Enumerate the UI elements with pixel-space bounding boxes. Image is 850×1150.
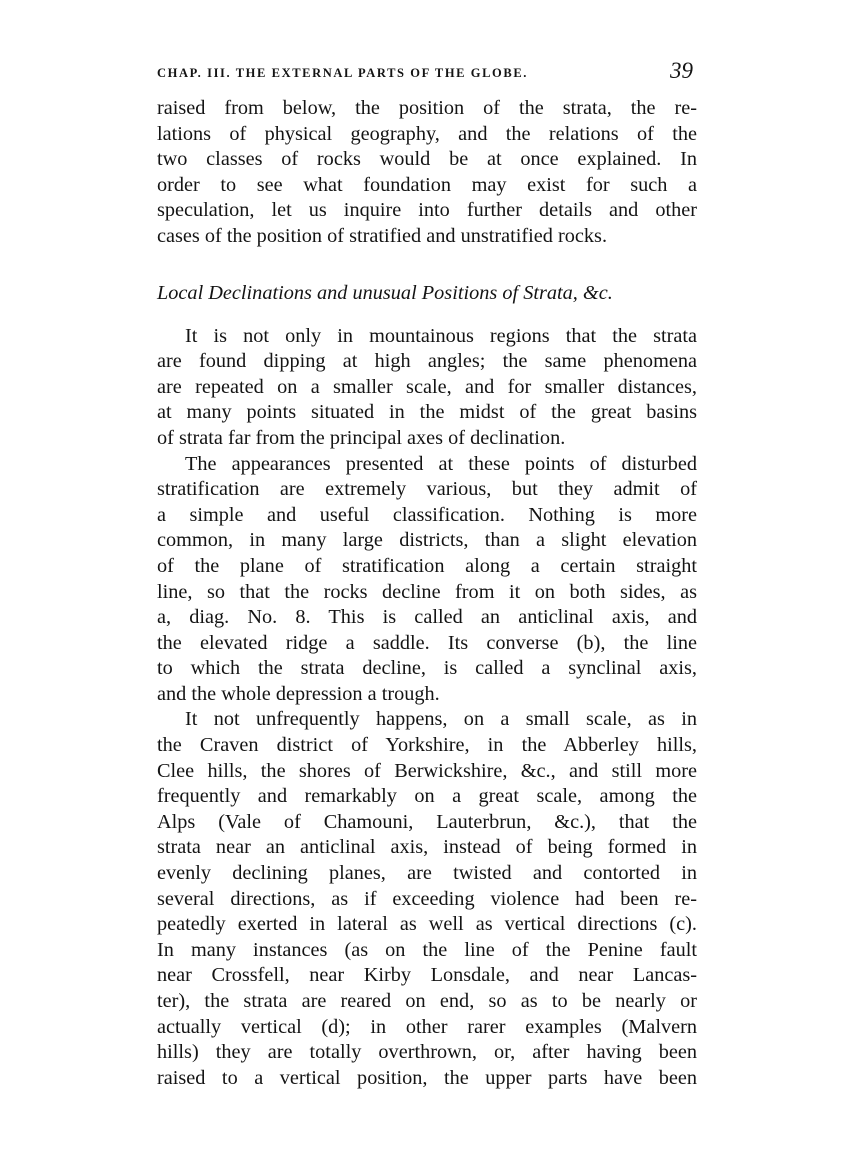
text-line: line, so that the rocks decline from it on both sides, as bbox=[157, 580, 697, 603]
book-page bbox=[157, 58, 697, 1091]
text-line: two classes of rocks would be at once explained. In bbox=[157, 148, 697, 171]
text-line: near Crossfell, near Kirby Lonsdale, and near Lancas- bbox=[157, 964, 697, 987]
text-line: are found dipping at high angles; the same phenomena bbox=[157, 350, 697, 373]
text-line: a simple and useful classification. Nothing is more bbox=[157, 503, 697, 526]
text-line: actually vertical (d); in other rarer examples (Malvern bbox=[157, 1015, 697, 1038]
text-line: raised from below, the position of the strata, the re- bbox=[157, 97, 697, 119]
text-line: of the plane of stratification along a certain straight bbox=[157, 554, 697, 577]
text-line: order to see what foundation may exist for such a bbox=[157, 173, 697, 196]
section-heading: Local Declinations and unusual Positions of Strata, &c. bbox=[157, 281, 613, 304]
text-line: In many instances (as on the line of the Penine fault bbox=[157, 938, 697, 961]
spacer bbox=[157, 250, 697, 280]
text-line: are repeated on a smaller scale, and for smaller distances, bbox=[157, 375, 697, 398]
running-head bbox=[157, 58, 697, 92]
text-line: to which the strata decline, is called a synclinal axis, bbox=[157, 657, 697, 680]
text-line: speculation, let us inquire into further details and other bbox=[157, 199, 697, 222]
text-line: peatedly exerted in lateral as well as vertical directions (c). bbox=[157, 913, 697, 936]
text-line: lations of physical geography, and the relations of the bbox=[157, 122, 697, 145]
paragraph-3 bbox=[157, 707, 697, 1091]
text-line: a, diag. No. 8. This is called an anticlinal axis, and bbox=[157, 606, 697, 629]
text-line: frequently and remarkably on a great scale, among the bbox=[157, 785, 697, 808]
text-line: at many points situated in the midst of the great basins bbox=[157, 401, 697, 424]
text-line: It not unfrequently happens, on a small scale, as in bbox=[185, 708, 697, 731]
paragraph-1 bbox=[157, 324, 697, 452]
text-line: evenly declining planes, are twisted and contorted in bbox=[157, 862, 697, 885]
text-line: strata near an anticlinal axis, instead of being formed in bbox=[157, 836, 697, 859]
text-line: several directions, as if exceeding violence had been re- bbox=[157, 887, 697, 910]
running-title: CHAP. III. THE EXTERNAL PARTS OF THE GLOBE. bbox=[157, 66, 528, 80]
text-line: It is not only in mountainous regions that the strata bbox=[185, 324, 697, 347]
text-line: stratification are extremely various, but they admit of bbox=[157, 478, 697, 501]
text-line: Alps (Vale of Chamouni, Lauterbrun, &c.), that the bbox=[157, 810, 697, 833]
text-line: the elevated ridge a saddle. Its converse (b), the line bbox=[157, 631, 697, 654]
text-line: common, in many large districts, than a slight elevation bbox=[157, 529, 697, 552]
paragraph-2 bbox=[157, 452, 697, 708]
opening-paragraph bbox=[157, 96, 697, 250]
text-line: hills) they are totally overthrown, or, after having been bbox=[157, 1041, 697, 1064]
text-line: The appearances presented at these points of disturbed bbox=[185, 452, 697, 475]
text-line: Clee hills, the shores of Berwickshire, &c., and still more bbox=[157, 759, 697, 782]
text-line: of strata far from the principal axes of declination. bbox=[157, 426, 566, 449]
text-line: raised to a vertical position, the upper parts have been bbox=[157, 1066, 697, 1089]
text-line: the Craven district of Yorkshire, in the Abberley hills, bbox=[157, 734, 697, 757]
text-line: ter), the strata are reared on end, so as to be nearly or bbox=[157, 990, 697, 1012]
text-line: and the whole depression a trough. bbox=[157, 682, 440, 705]
text-line: cases of the position of stratified and unstratified rocks. bbox=[157, 224, 608, 247]
page-number: 39 bbox=[670, 58, 693, 83]
spacer bbox=[157, 306, 697, 324]
